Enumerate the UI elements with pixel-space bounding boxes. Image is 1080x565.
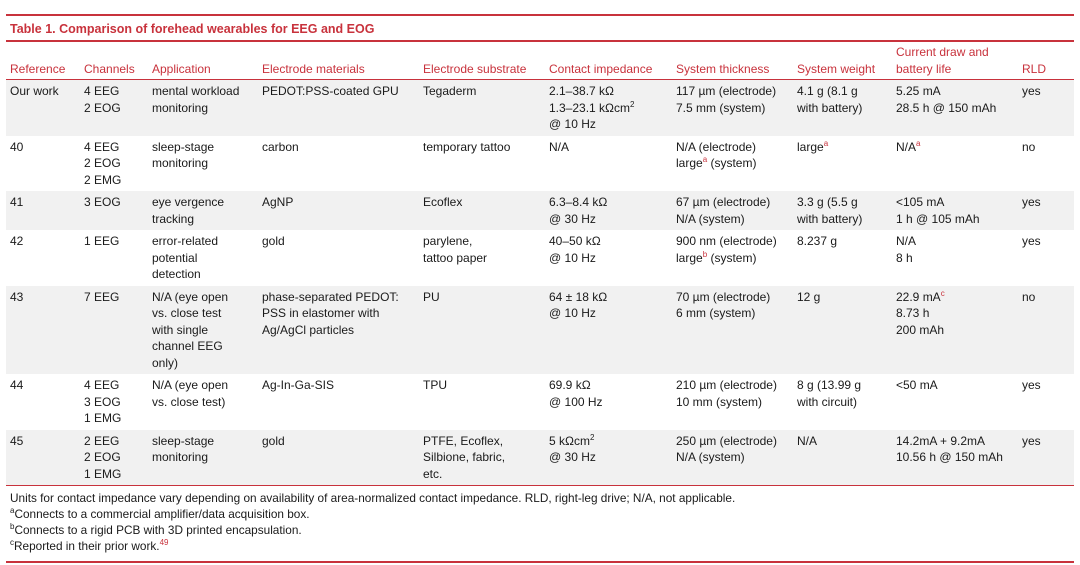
- cell-line: tattoo paper: [423, 250, 488, 265]
- cell-line: with single: [152, 322, 209, 337]
- cell-line: Ecoflex: [423, 195, 463, 209]
- footnote-mark: c: [940, 288, 945, 298]
- cell-line: N/A (eye open: [152, 378, 229, 392]
- header-current-draw: Current draw and battery life: [896, 45, 989, 76]
- cell-line: eye vergence: [152, 195, 225, 209]
- cell-line: 2 EMG: [84, 172, 122, 187]
- cell-system-weight: [793, 374, 892, 430]
- cell-rld: yes: [1022, 378, 1041, 392]
- cell-line: N/A (electrode): [676, 139, 757, 154]
- cell-line: 10.56 h @ 150 mAh: [896, 450, 1003, 464]
- table-caption: Table 1. Comparison of forehead wearables for EEG and EOG: [10, 22, 375, 36]
- cell-line: 5.25 mA: [896, 84, 941, 98]
- cell-line: 70 µm (electrode): [676, 289, 771, 304]
- cell-line: 4 EEG: [84, 84, 120, 98]
- footnote-letter: c: [10, 538, 14, 548]
- cell-line: vs. close test): [152, 394, 226, 409]
- footnote: [10, 490, 1070, 506]
- table-row: [6, 374, 1074, 430]
- cell-line: sleep-stage: [152, 433, 215, 448]
- cell-system-weight: [793, 80, 892, 136]
- header-electrode-substrate: Electrode substrate: [423, 61, 527, 76]
- cell-contact-impedance: [545, 286, 672, 375]
- cell-line: <50 mA: [896, 378, 938, 392]
- cell-line: 64 ± 18 kΩ: [549, 289, 608, 304]
- cell-line: 1.3–23.1 kΩcm: [549, 100, 631, 115]
- header-electrode-materials: Electrode materials: [262, 61, 365, 76]
- cell-line: 22.9 mA: [896, 289, 941, 304]
- cell-channels: [80, 374, 148, 430]
- cell-application: [148, 136, 258, 192]
- cell-line: 1 h @ 105 mAh: [896, 211, 980, 226]
- cell-system-weight: [793, 230, 892, 286]
- cell-channels: [80, 430, 148, 486]
- cell-system-thickness: [672, 136, 793, 192]
- cell-current-draw: [892, 374, 1018, 430]
- cell-electrode-materials: [258, 374, 419, 430]
- cell-line: tracking: [152, 211, 195, 226]
- cell-line: temporary tattoo: [423, 139, 511, 154]
- cell-line: 8 h: [896, 250, 913, 265]
- footnote-mark: a: [702, 155, 708, 164]
- cell-rld: no: [1018, 286, 1074, 375]
- table-row: [6, 80, 1074, 136]
- cell-line: vs. close test: [152, 306, 222, 320]
- cell-line: N/A: [896, 139, 917, 154]
- cell-rld: yes: [1022, 234, 1041, 248]
- cell-line: 40–50 kΩ: [549, 234, 601, 248]
- cell-application: [148, 80, 258, 136]
- cell-line: PEDOT:PSS-coated GPU: [262, 84, 399, 98]
- cell-line: 117 µm (electrode): [676, 84, 777, 98]
- cell-line: Silbione, fabric,: [423, 450, 506, 464]
- cell-reference: Our work: [6, 80, 80, 136]
- cell-line: @ 100 Hz: [549, 394, 603, 409]
- cell-current-draw: [892, 80, 1018, 136]
- comparison-table: [6, 42, 1074, 485]
- cell-line: with battery): [797, 100, 863, 115]
- cell-channels: [80, 230, 148, 286]
- cell-application: [148, 430, 258, 486]
- cell-contact-impedance: [545, 80, 672, 136]
- cell-line: 8 g (13.99 g: [797, 378, 862, 392]
- cell-line: only): [152, 355, 179, 370]
- cell-application: [148, 230, 258, 286]
- cell-line: Tegaderm: [423, 84, 477, 98]
- cell-line: 250 µm (electrode): [676, 433, 777, 448]
- cell-line: 4 EEG: [84, 378, 120, 392]
- cell-channels: [80, 191, 148, 230]
- cell-line: 4 EEG: [84, 139, 120, 154]
- cell-system-weight: [793, 191, 892, 230]
- cell-line: N/A: [797, 433, 818, 448]
- cell-reference: 45: [6, 430, 80, 486]
- cell-line: 7.5 mm (system): [676, 100, 766, 115]
- header-row: [6, 42, 1074, 79]
- cell-electrode-substrate: [419, 374, 545, 430]
- footnote: [10, 522, 1070, 538]
- cell-line: 5 kΩcm: [549, 433, 590, 448]
- cell-line: PTFE, Ecoflex,: [423, 433, 504, 448]
- footnote-mark: a: [916, 138, 921, 148]
- cell-line: 4.1 g (8.1 g: [797, 84, 858, 98]
- cell-line: N/A (system): [676, 211, 745, 226]
- cell-line: 69.9 kΩ: [549, 378, 591, 392]
- cell-line: mental workload: [152, 84, 240, 98]
- header-system-weight: System weight: [797, 61, 876, 76]
- cell-line: 3.3 g (5.5 g: [797, 195, 858, 209]
- cell-system-thickness: [672, 230, 793, 286]
- table-row: [6, 286, 1074, 375]
- cell-electrode-materials: [258, 430, 419, 486]
- cell-electrode-substrate: [419, 430, 545, 486]
- cell-channels: [80, 80, 148, 136]
- cell-line: 8.237 g: [797, 234, 838, 248]
- footnote: [10, 538, 1070, 554]
- cell-line: 8.73 h: [896, 306, 930, 320]
- cell-line: 2 EOG: [84, 450, 121, 464]
- top-rule: [6, 14, 1074, 16]
- cell-electrode-materials: [258, 191, 419, 230]
- cell-line: sleep-stage: [152, 139, 215, 154]
- cell-electrode-substrate: [419, 230, 545, 286]
- cell-line-suffix: (system): [707, 156, 757, 170]
- footnote-mark: 2: [589, 432, 595, 442]
- cell-line: @ 10 Hz: [549, 306, 596, 320]
- cell-line: monitoring: [152, 156, 209, 170]
- cell-line: large: [676, 250, 703, 265]
- cell-system-weight: [793, 286, 892, 375]
- reference-link[interactable]: 49: [159, 538, 169, 548]
- header-contact-impedance: Contact impedance: [549, 61, 653, 76]
- cell-contact-impedance: [545, 230, 672, 286]
- cell-system-weight: [793, 136, 892, 192]
- cell-channels: [80, 286, 148, 375]
- cell-line: N/A (system): [676, 450, 745, 464]
- cell-line: monitoring: [152, 100, 209, 115]
- cell-line: etc.: [423, 466, 443, 481]
- cell-contact-impedance: [545, 430, 672, 486]
- header-reference: Reference: [10, 61, 66, 76]
- cell-reference: 40: [10, 139, 24, 154]
- cell-line: N/A: [896, 234, 917, 248]
- cell-rld: yes: [1018, 430, 1074, 486]
- cell-line: 200 mAh: [896, 322, 945, 337]
- cell-system-thickness: [672, 374, 793, 430]
- cell-line: detection: [152, 267, 201, 281]
- footnote-text: Reported in their prior work.: [14, 539, 160, 553]
- cell-current-draw: [892, 136, 1018, 192]
- cell-line: PSS in elastomer with: [262, 306, 380, 320]
- cell-line: phase-separated PEDOT:: [262, 289, 399, 304]
- cell-channels: [80, 136, 148, 192]
- cell-line: 2 EOG: [84, 156, 121, 170]
- footnote-letter: a: [10, 506, 15, 516]
- cell-electrode-materials: [258, 136, 419, 192]
- cell-electrode-substrate: [419, 136, 545, 192]
- cell-line: 210 µm (electrode): [676, 378, 777, 392]
- header-system-thickness: System thickness: [676, 61, 770, 76]
- cell-line: 10 mm (system): [676, 394, 763, 409]
- cell-electrode-materials: [258, 80, 419, 136]
- cell-system-thickness: [672, 80, 793, 136]
- cell-line: parylene,: [423, 234, 473, 248]
- cell-line: @ 10 Hz: [549, 117, 596, 131]
- cell-line: with battery): [797, 211, 863, 226]
- footnote-text: Connects to a commercial amplifier/data acquisition box.: [14, 507, 310, 521]
- cell-application: [148, 286, 258, 375]
- cell-line: potential: [152, 250, 198, 265]
- header-application: Application: [152, 61, 211, 76]
- cell-contact-impedance: [545, 191, 672, 230]
- cell-system-weight: [793, 430, 892, 486]
- footnote-mark: b: [702, 249, 708, 259]
- cell-line: 3 EOG: [84, 394, 121, 409]
- cell-current-draw: [892, 230, 1018, 286]
- cell-line: 28.5 h @ 150 mAh: [896, 100, 997, 115]
- cell-application: [148, 191, 258, 230]
- cell-reference: 42: [10, 234, 24, 248]
- cell-line: TPU: [423, 378, 447, 392]
- cell-electrode-substrate: [419, 286, 545, 375]
- cell-contact-impedance: [545, 374, 672, 430]
- cell-line: 2.1–38.7 kΩ: [549, 84, 615, 98]
- cell-system-thickness: [672, 191, 793, 230]
- cell-line: 14.2mA + 9.2mA: [896, 433, 986, 448]
- cell-line: large: [797, 139, 824, 154]
- cell-line: 6 mm (system): [676, 306, 756, 320]
- cell-line: @ 10 Hz: [549, 250, 596, 265]
- cell-application: [148, 374, 258, 430]
- cell-line: 7 EEG: [84, 289, 120, 304]
- table-figure: [6, 0, 1074, 563]
- cell-line: PU: [423, 289, 440, 304]
- cell-line: carbon: [262, 139, 299, 154]
- table-row: [6, 430, 1074, 486]
- cell-line: monitoring: [152, 450, 209, 464]
- cell-line: 12 g: [797, 289, 821, 304]
- cell-line: @ 30 Hz: [549, 211, 596, 226]
- cell-electrode-materials: [258, 286, 419, 375]
- cell-line: @ 30 Hz: [549, 450, 596, 464]
- cell-line: 2 EEG: [84, 433, 120, 448]
- bottom-rule: [6, 561, 1074, 563]
- cell-current-draw: [892, 286, 1018, 375]
- cell-system-thickness: [672, 430, 793, 486]
- footnotes: [6, 486, 1074, 556]
- cell-reference: 44: [10, 378, 24, 392]
- header-rld: RLD: [1022, 61, 1047, 76]
- cell-reference: 43: [6, 286, 80, 375]
- cell-line: Ag/AgCl particles: [262, 322, 355, 337]
- cell-current-draw: [892, 430, 1018, 486]
- cell-line: 1 EMG: [84, 466, 122, 481]
- cell-line: with circuit): [797, 394, 858, 409]
- footnote-text: Units for contact impedance vary depending on availability of area-normalized contact impedance. RLD, right-leg drive; N/A, not applicable.: [10, 491, 736, 505]
- cell-rld: yes: [1018, 191, 1074, 230]
- table-body: [6, 80, 1074, 485]
- table-row: [6, 230, 1074, 286]
- cell-line: channel EEG: [152, 339, 223, 353]
- cell-system-thickness: [672, 286, 793, 375]
- cell-line: N/A (eye open: [152, 289, 229, 304]
- cell-rld: no: [1022, 139, 1036, 154]
- footnote: [10, 506, 1070, 522]
- footnote-mark: a: [823, 138, 829, 148]
- cell-line: gold: [262, 234, 285, 248]
- cell-reference: 41: [6, 191, 80, 230]
- cell-line: AgNP: [262, 195, 294, 209]
- footnote-letter: b: [10, 522, 15, 532]
- cell-line: 67 µm (electrode): [676, 195, 771, 209]
- cell-electrode-materials: [258, 230, 419, 286]
- cell-electrode-substrate: [419, 80, 545, 136]
- table-row: [6, 136, 1074, 192]
- cell-line-suffix: (system): [707, 250, 757, 265]
- cell-line: 6.3–8.4 kΩ: [549, 195, 608, 209]
- cell-line: 2 EOG: [84, 100, 121, 115]
- header-channels: Channels: [84, 61, 135, 76]
- cell-electrode-substrate: [419, 191, 545, 230]
- cell-rld: yes: [1018, 80, 1074, 136]
- cell-line: gold: [262, 433, 285, 448]
- cell-line: 1 EEG: [84, 234, 120, 248]
- cell-line: error-related: [152, 234, 219, 248]
- cell-line: <105 mA: [896, 195, 945, 209]
- table-row: [6, 191, 1074, 230]
- cell-line: Ag-In-Ga-SIS: [262, 378, 335, 392]
- cell-line: large: [676, 156, 703, 170]
- cell-line: N/A: [549, 139, 570, 154]
- cell-current-draw: [892, 191, 1018, 230]
- footnote-text: Connects to a rigid PCB with 3D printed encapsulation.: [14, 523, 302, 537]
- cell-line: 900 nm (electrode): [676, 234, 777, 248]
- cell-line: 3 EOG: [84, 195, 121, 209]
- cell-line: 1 EMG: [84, 411, 122, 425]
- footnote-mark: 2: [630, 99, 635, 109]
- cell-contact-impedance: [545, 136, 672, 192]
